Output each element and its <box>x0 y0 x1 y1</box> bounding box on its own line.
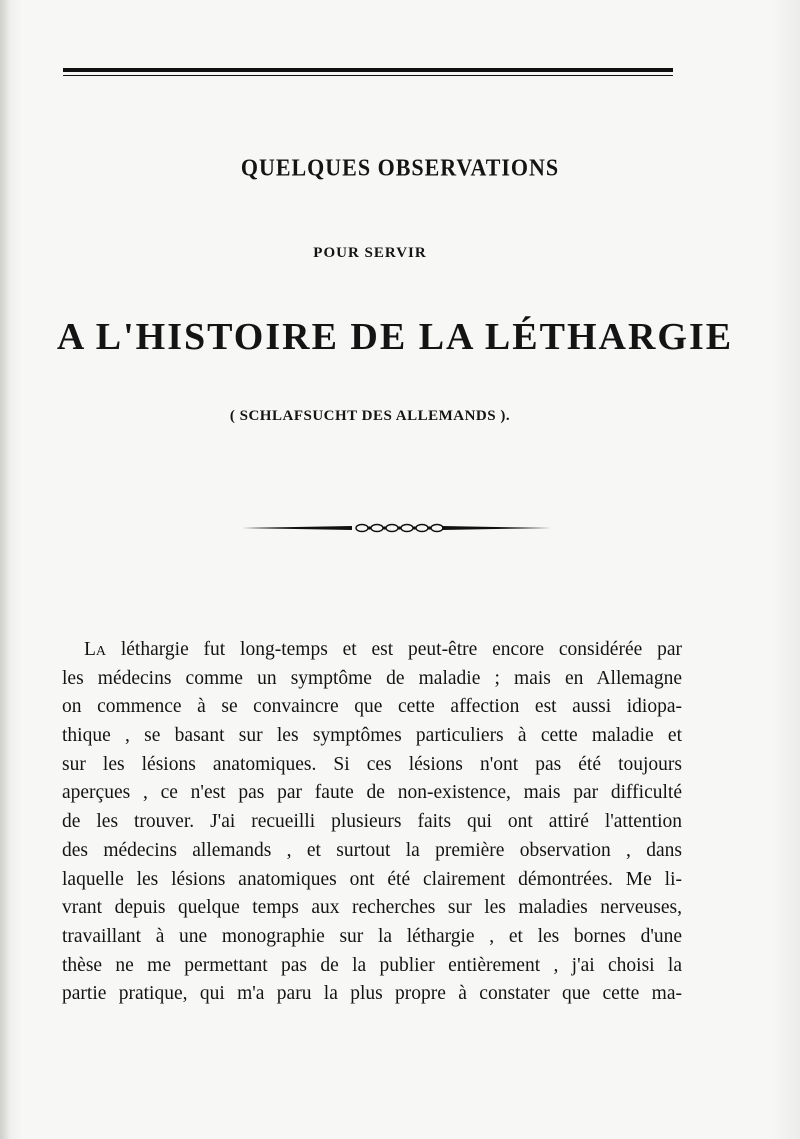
body-line: La léthargie fut long-temps et est peut-être encore considérée par <box>84 639 682 660</box>
heading-sub: POUR SERVIR <box>313 245 427 261</box>
body-line: aperçues , ce n'est pas par faute de non-existence, mais par difficulté <box>62 782 682 804</box>
heading-main: QUELQUES OBSERVATIONS <box>240 153 560 182</box>
body-line: des médecins allemands , et surtout la première observation , dans <box>62 839 682 861</box>
first-word: La <box>84 639 107 660</box>
heading-title: A L'HISTOIRE DE LA LÉTHARGIE <box>56 316 734 358</box>
ornament-divider <box>242 520 552 536</box>
body-line: thique , se basant sur les symptômes particuliers à cette maladie et <box>62 725 682 747</box>
heading-note: ( SCHLAFSUCHT DES ALLEMANDS ). <box>229 408 511 424</box>
body-line: thèse ne me permettant pas de la publier entièrement , j'ai choisi la <box>62 954 682 976</box>
body-line: les médecins comme un symptôme de maladie ; mais en Allemagne <box>62 667 682 689</box>
body-line: sur les lésions anatomiques. Si ces lésions n'ont pas été toujours <box>62 753 682 775</box>
body-line: laquelle les lésions anatomiques ont été clairement démontrées. Me li- <box>62 868 682 890</box>
body-line: de les trouver. J'ai recueilli plusieurs faits qui ont attiré l'attention <box>62 811 682 833</box>
body-paragraph <box>62 636 682 1009</box>
body-line: travaillant à une monographie sur la léthargie , et les bornes d'une <box>62 925 682 947</box>
body-line: vrant depuis quelque temps aux recherches sur les maladies nerveuses, <box>62 897 682 919</box>
body-line: on commence à se convaincre que cette affection est aussi idiopa- <box>62 696 682 718</box>
header-rule <box>63 68 673 76</box>
body-line: partie pratique, qui m'a paru la plus propre à constater que cette ma- <box>62 983 682 1005</box>
